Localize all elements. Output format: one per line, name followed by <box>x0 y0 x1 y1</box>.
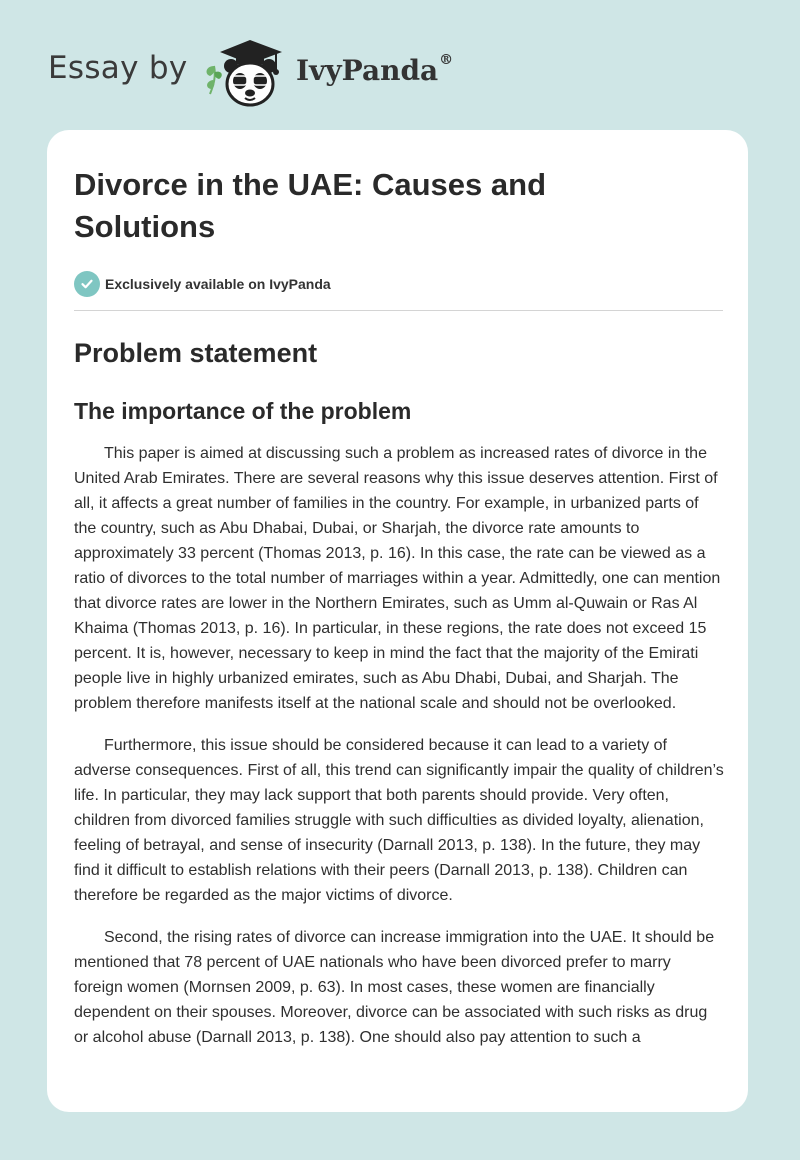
paragraph: This paper is aimed at discussing such a problem as increased rates of divorce in the United Arab Emirates. There are several reasons why this issue deserves attention. First of all, it affects a great number of families in the country. For example, in urbanized parts of the country, such as Abu Dhabai, Dubai, or Sharjah, the divorce rate amounts to approximately 33 percent (Thomas 2013, p. 16). In this case, the rate can be viewed as a ratio of divorces to the total number of marriages within a year. Admittedly, one can mention that divorce rates are lower in the Northern Emirates, such as Umm al-Quwain or Ras Al Khaima (Thomas 2013, p. 16). In particular, in these regions, the rate does not exceed 15 percent. It is, however, necessary to keep in mind the fact that the majority of the Emirati people live in highly urbanized emirates, such as Abu Dhabi, Dubai, and Sharjah. The problem therefore manifests itself at the national scale and should not be overlooked. <box>74 445 721 712</box>
paragraph: Second, the rising rates of divorce can increase immigration into the UAE. It should be mentioned that 78 percent of UAE nationals who have been divorced prefer to marry foreign women (Mornsen 2009, p. 63). In most cases, these women are financially dependent on their spouses. Moreover, divorce can be associated with such risks as drug or alcohol abuse (Darnall 2013, p. 138). One should also pay attention to such a <box>74 929 715 1046</box>
essay-by-label: Essay by <box>48 50 188 86</box>
ivypanda-brand-name[interactable] <box>296 54 453 87</box>
essay-content <box>74 164 724 1067</box>
page-title: Divorce in the UAE: Causes and Solutions <box>74 167 547 244</box>
subsection-heading: The importance of the problem <box>74 398 412 424</box>
paragraph: Furthermore, this issue should be considered because it can lead to a variety of adverse consequences. First of all, this trend can significantly impair the quality of children’s life. In particular, they may lack support that both parents should provide. Very often, children from divorced families struggle with such difficulties as divided loyalty, alienation, feeling of betrayal, and sense of insecurity (Darnall 2013, p. 138). In the future, they may find it difficult to establish relations with their peers (Darnall 2013, p. 138). Children can therefore be regarded as the major victims of divorce. <box>74 737 724 904</box>
exclusive-badge <box>74 270 724 298</box>
ivypanda-logo-icon[interactable] <box>200 36 296 108</box>
brand-name-text: IvyPanda <box>296 54 439 87</box>
check-icon <box>74 271 100 297</box>
site-header <box>0 0 800 130</box>
divider <box>74 310 723 311</box>
section-heading: Problem statement <box>74 338 318 368</box>
exclusive-badge-label: Exclusively available on IvyPanda <box>105 276 331 292</box>
essay-body <box>74 441 724 1050</box>
essay-card <box>47 130 748 1112</box>
registered-mark: ® <box>439 52 454 68</box>
